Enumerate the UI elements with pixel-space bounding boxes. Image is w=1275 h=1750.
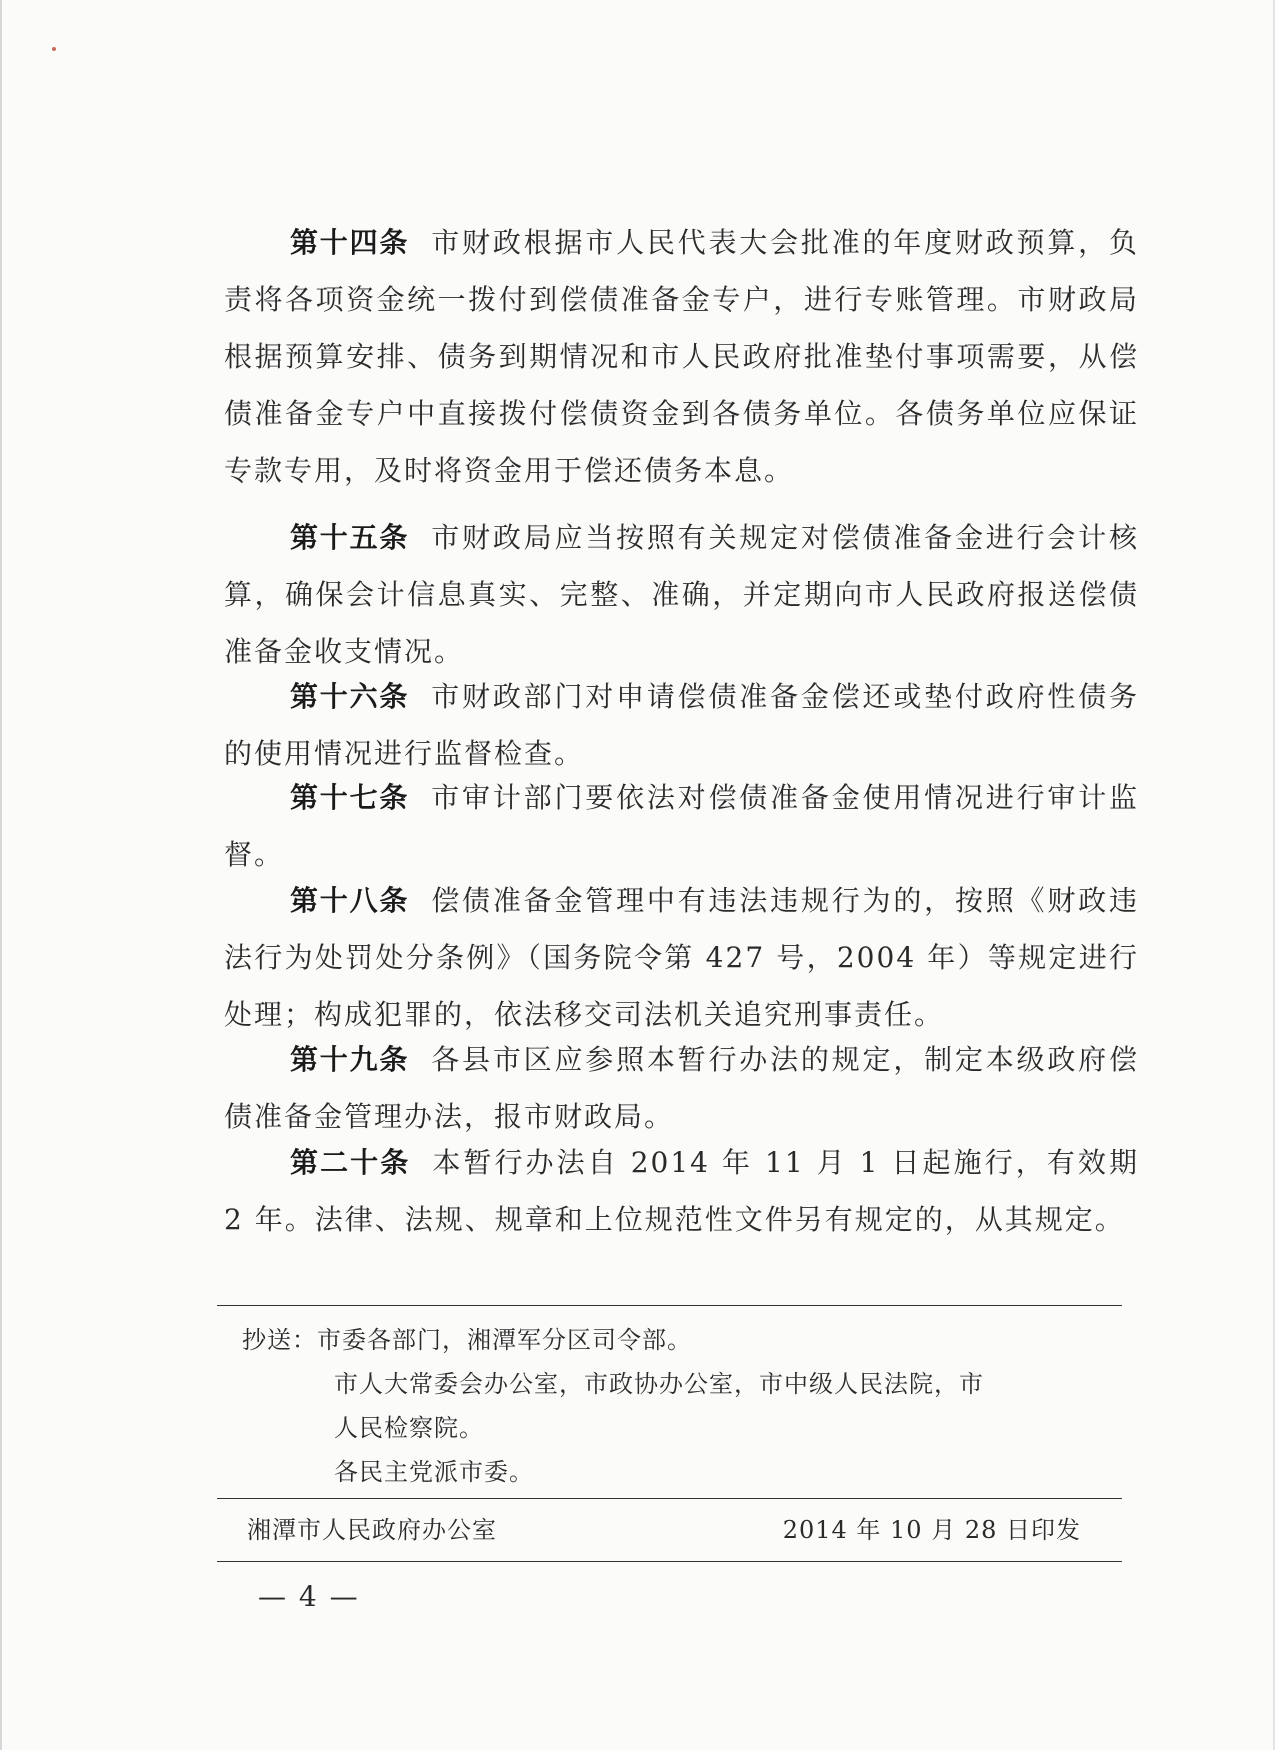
article-15	[224, 509, 1139, 680]
scan-speck	[52, 47, 56, 51]
distribution-line: 人民检察院。	[334, 1414, 484, 1442]
divider-top	[217, 1305, 1122, 1306]
issuing-office: 湘潭市人民政府办公室	[247, 1516, 497, 1544]
article-17	[224, 769, 1139, 883]
issue-date: 2014 年 10 月 28 日印发	[782, 1516, 1081, 1544]
distribution-line: 市人大常委会办公室，市政协办公室，市中级人民法院，市	[334, 1370, 984, 1398]
article-text: 市审计部门要依法对偿债准备金使用情况进行审计监督。	[224, 781, 1139, 871]
article-text: 市财政部门对申请偿债准备金偿还或垫付政府性债务的使用情况进行监督检查。	[224, 680, 1139, 770]
article-label: 第十六条	[290, 680, 410, 713]
article-label: 第十五条	[290, 521, 410, 554]
article-16	[224, 668, 1139, 782]
article-14	[224, 214, 1139, 499]
article-text: 偿债准备金管理中有违法违规行为的，按照《财政违法行为处罚处分条例》（国务院令第 427 号，2004 年）等规定进行处理；构成犯罪的，依法移交司法机关追究刑事责任。	[224, 884, 1139, 1031]
article-text: 市财政局应当按照有关规定对偿债准备金进行会计核算，确保会计信息真实、完整、准确，并定期向市人民政府报送偿债准备金收支情况。	[224, 521, 1139, 668]
article-20	[224, 1134, 1139, 1248]
article-19	[224, 1031, 1139, 1145]
article-text: 各县市区应参照本暂行办法的规定，制定本级政府偿债准备金管理办法，报市财政局。	[224, 1043, 1139, 1133]
distribution-line: 各民主党派市委。	[334, 1458, 534, 1486]
article-label: 第十七条	[290, 781, 410, 814]
article-label: 第十九条	[290, 1043, 410, 1076]
distribution-line: 抄送：市委各部门，湘潭军分区司令部。	[242, 1326, 692, 1354]
page-number: — 4 —	[258, 1580, 360, 1613]
divider-middle	[217, 1498, 1122, 1499]
article-text: 市财政根据市人民代表大会批准的年度财政预算，负责将各项资金统一拨付到偿债准备金专户，进行专账管理。市财政局根据预算安排、债务到期情况和市人民政府批准垫付事项需要，从偿债准备金专户中直接拨付偿债资金到各债务单位。各债务单位应保证专款专用，及时将资金用于偿还债务本息。	[224, 226, 1139, 487]
article-text: 本暂行办法自 2014 年 11 月 1 日起施行，有效期 2 年。法律、法规、规章和上位规范性文件另有规定的，从其规定。	[224, 1146, 1139, 1236]
divider-bottom	[217, 1561, 1122, 1562]
distribution-list	[242, 1318, 1112, 1494]
article-18	[224, 872, 1139, 1043]
article-label: 第十八条	[290, 884, 410, 917]
article-label: 第二十条	[290, 1146, 411, 1179]
article-label: 第十四条	[290, 226, 410, 259]
